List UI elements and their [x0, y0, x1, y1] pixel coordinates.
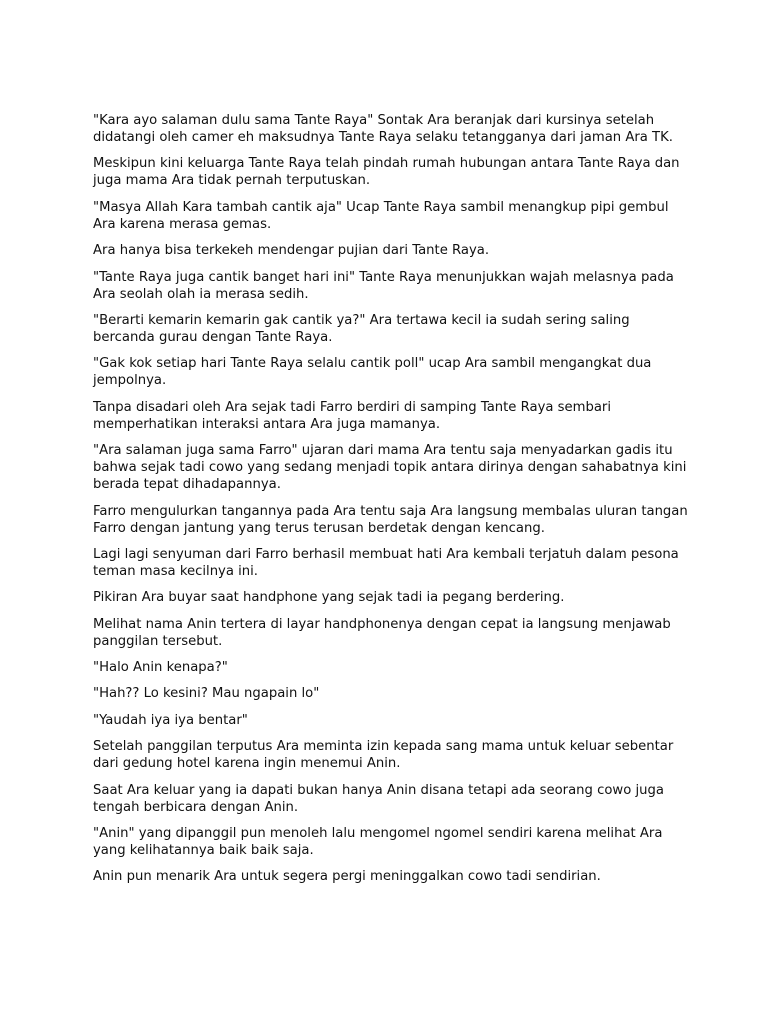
paragraph: "Yaudah iya iya bentar": [93, 712, 248, 728]
paragraph: Meskipun kini keluarga Tante Raya telah pindah rumah hubungan antara Tante Raya dan juga mama Ara tidak pernah terputuskan.: [93, 156, 680, 189]
paragraph: Pikiran Ara buyar saat handphone yang sejak tadi ia pegang berdering.: [93, 590, 565, 606]
paragraph: Lagi lagi senyuman dari Farro berhasil membuat hati Ara kembali terjatuh dalam pesona teman masa kecilnya ini.: [93, 546, 679, 579]
paragraph: "Halo Anin kenapa?": [93, 660, 228, 676]
paragraph: Saat Ara keluar yang ia dapati bukan hanya Anin disana tetapi ada seorang cowo juga tengah berbicara dengan Anin.: [93, 782, 664, 815]
paragraph: "Tante Raya juga cantik banget hari ini" Tante Raya menunjukkan wajah melasnya pada Ara seolah olah ia merasa sedih.: [93, 269, 674, 302]
paragraph: "Berarti kemarin kemarin gak cantik ya?" Ara tertawa kecil ia sudah sering saling bercanda gurau dengan Tante Raya.: [93, 312, 630, 345]
paragraph: Melihat nama Anin tertera di layar handphonenya dengan cepat ia langsung menjawab panggilan tersebut.: [93, 616, 671, 649]
paragraph: Ara hanya bisa terkekeh mendengar pujian dari Tante Raya.: [93, 243, 490, 259]
paragraph: "Masya Allah Kara tambah cantik aja" Ucap Tante Raya sambil menangkup pipi gembul Ara karena merasa gemas.: [93, 199, 669, 232]
paragraph: "Anin" yang dipanggil pun menoleh lalu mengomel ngomel sendiri karena melihat Ara yang kelihatannya baik baik saja.: [93, 826, 663, 859]
paragraph: Setelah panggilan terputus Ara meminta izin kepada sang mama untuk keluar sebentar dari gedung hotel karena ingin menemui Anin.: [93, 739, 674, 772]
paragraph: "Gak kok setiap hari Tante Raya selalu cantik poll" ucap Ara sambil mengangkat dua jempolnya.: [93, 356, 652, 389]
paragraph: "Ara salaman juga sama Farro" ujaran dari mama Ara tentu saja menyadarkan gadis itu bahwa sejak tadi cowo yang sedang menjadi topik antara dirinya dengan sahabatnya kini berada tepat dihadapannya.: [93, 443, 687, 493]
paragraph: Tanpa disadari oleh Ara sejak tadi Farro berdiri di samping Tante Raya sembari memperhatikan interaksi antara Ara juga mamanya.: [93, 399, 612, 432]
paragraph: "Hah?? Lo kesini? Mau ngapain lo": [93, 686, 320, 702]
paragraph: Farro mengulurkan tangannya pada Ara tentu saja Ara langsung membalas uluran tangan Farro dengan jantung yang terus terusan berdetak dengan kencang.: [93, 503, 688, 536]
paragraph: Anin pun menarik Ara untuk segera pergi meninggalkan cowo tadi sendirian.: [93, 869, 601, 885]
paragraph: "Kara ayo salaman dulu sama Tante Raya" Sontak Ara beranjak dari kursinya setelah didatangi oleh camer eh maksudnya Tante Raya selaku tetangganya dari jaman Ara TK.: [93, 113, 673, 145]
document-body: [93, 112, 693, 895]
